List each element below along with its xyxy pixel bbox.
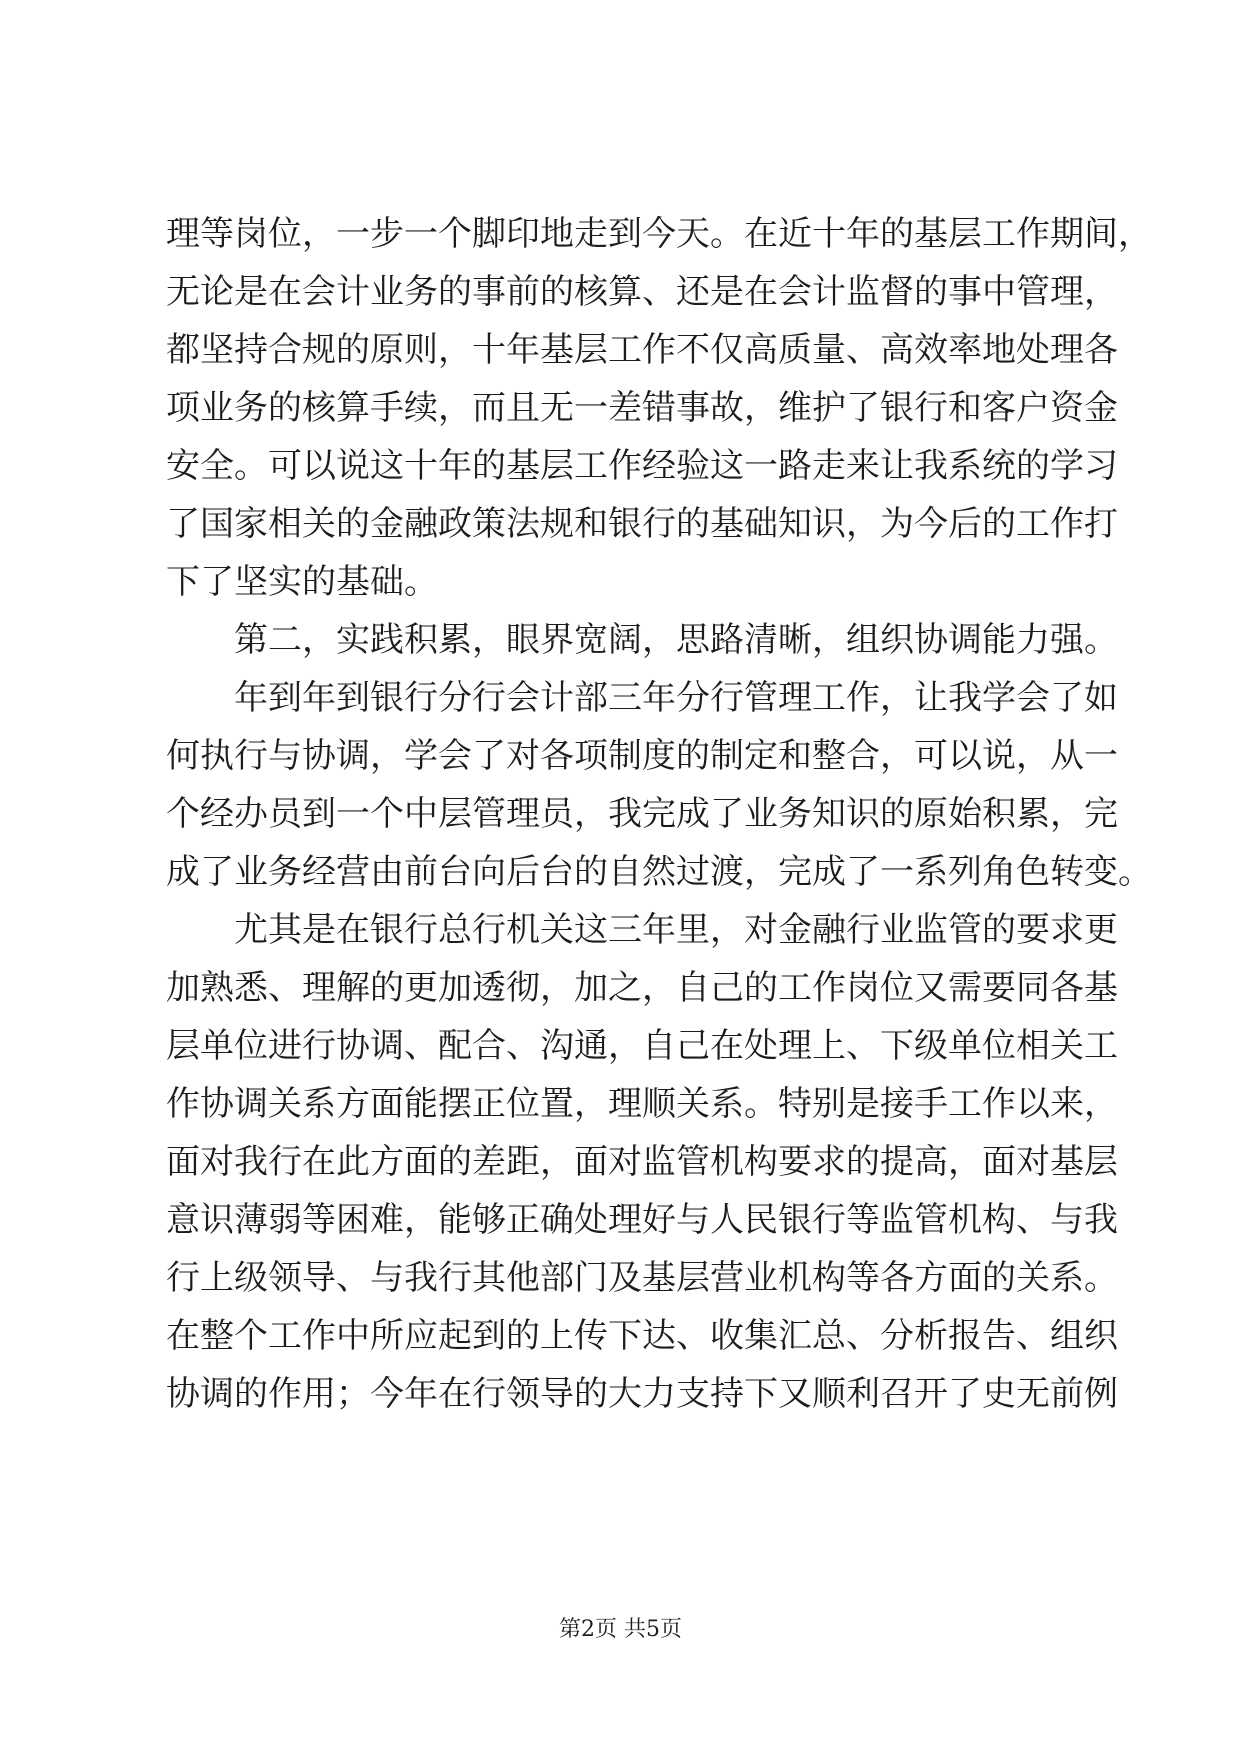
body-text-line: 下了坚实的基础。 [166,562,438,602]
section-heading: 第二，实践积累，眼界宽阔，思路清晰，组织协调能力强。 [234,620,1118,660]
body-text-line: 协调的作用；今年在行领导的大力支持下又顺利召开了史无前例 [166,1374,1118,1414]
body-text-line: 在整个工作中所应起到的上传下达、收集汇总、分析报告、组织 [166,1316,1118,1356]
body-text-line: 何执行与协调，学会了对各项制度的制定和整合，可以说，从一 [166,736,1118,776]
body-text-line: 面对我行在此方面的差距，面对监管机构要求的提高，面对基层 [166,1142,1118,1182]
body-text-line: 作协调关系方面能摆正位置，理顺关系。特别是接手工作以来， [166,1084,1118,1124]
body-text-line: 安全。可以说这十年的基层工作经验这一路走来让我系统的学习 [166,446,1118,486]
body-text-line: 无论是在会计业务的事前的核算、还是在会计监督的事中管理， [166,272,1118,312]
body-text-line: 加熟悉、理解的更加透彻，加之，自己的工作岗位又需要同各基 [166,968,1118,1008]
paragraph-first-line: 年到年到银行分行会计部三年分行管理工作，让我学会了如 [234,678,1118,718]
body-text-line: 都坚持合规的原则，十年基层工作不仅高质量、高效率地处理各 [166,330,1118,370]
page-number-footer: 第2页 共5页 [559,1617,682,1642]
body-text-line: 项业务的核算手续，而且无一差错事故，维护了银行和客户资金 [166,388,1118,428]
body-text-line: 层单位进行协调、配合、沟通，自己在处理上、下级单位相关工 [166,1026,1118,1066]
body-text-line: 个经办员到一个中层管理员，我完成了业务知识的原始积累，完 [166,794,1118,834]
body-text-line: 意识薄弱等困难，能够正确处理好与人民银行等监管机构、与我 [166,1200,1118,1240]
body-text-line: 理等岗位，一步一个脚印地走到今天。在近十年的基层工作期间， [166,214,1152,254]
body-text-line: 了国家相关的金融政策法规和银行的基础知识，为今后的工作打 [166,504,1118,544]
body-text-line: 行上级领导、与我行其他部门及基层营业机构等各方面的关系。 [166,1258,1118,1298]
body-text-line: 成了业务经营由前台向后台的自然过渡，完成了一系列角色转变。 [166,852,1152,892]
paragraph-first-line: 尤其是在银行总行机关这三年里，对金融行业监管的要求更 [234,910,1118,950]
